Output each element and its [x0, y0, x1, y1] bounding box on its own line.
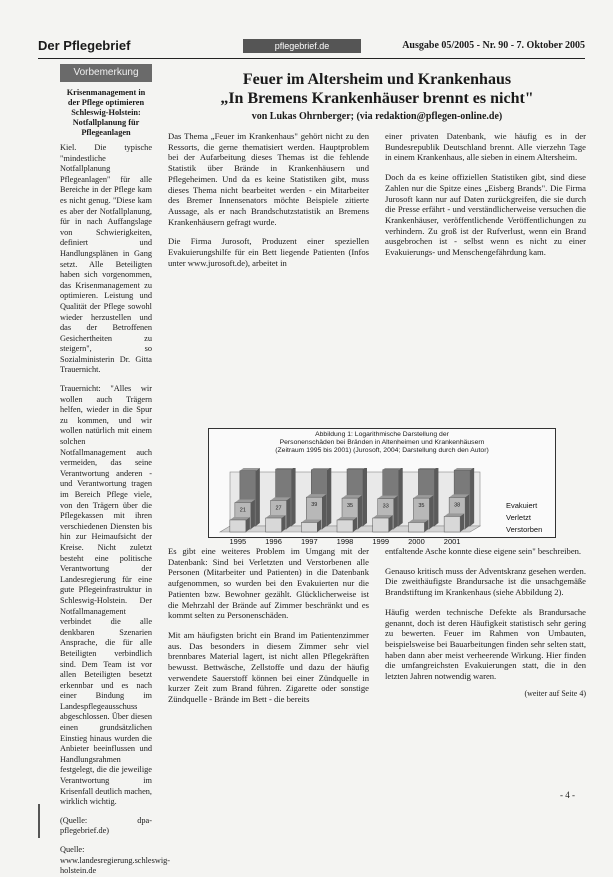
data-label-2000: 35 — [418, 503, 425, 510]
article-column-right — [385, 131, 586, 277]
article-column-left — [168, 131, 369, 277]
x-tick-label-1998: 1998 — [336, 537, 354, 546]
figure-caption-line: (Zeitraum 1995 bis 2001) (Jurosoft, 2004; Darstellung durch den Autor) — [275, 447, 489, 455]
bar-side-evakuiert-1996 — [292, 468, 296, 526]
bar-side-evakuiert-2001 — [470, 468, 474, 526]
article-paragraph: Das Thema „Feuer im Krankenhaus" gehört nicht zu den Ressorts, die gerne thematisiert werden. Hauptproblem bei der Aufarbeitung dieses Themas ist die fehlende Statistik über Brände in Krankenhäusern und Pflegeheimen. Und da es keine Statistiken gibt, muss dieses Thema nicht bearbeitet werden - ein Mitarbeiter des Bremer Innensenators möchte Beispiele zitierte Aussage, als er nach Brandschutzstatistik an Bremens Krankenhäusern gefragt wurde. — [168, 131, 369, 227]
bar-side-verletzt-2001 — [465, 494, 469, 529]
article-paragraph: Häufig werden technische Defekte als Brandursache genannt, doch ist deren Häufigkeit statistisch sehr gering zu bewerten. Feuer im Rahmen von Umbauten, beispielsweise bei Bauarbeitungen finden sehr selten statt, haben dann aber meist verheerende Wirkung. Hier finden die umfangreichsten Evakuierungen statt, die in den letzten Jahren notwendig waren. — [385, 606, 586, 682]
newsletter-title: Der Pflegebrief — [38, 38, 131, 53]
bar-side-verstorben-2001 — [460, 513, 464, 532]
article-paragraph: Mit am häufigsten bricht ein Brand im Patientenzimmer aus. Das besonders in diesem Zimmer sehr viel brennbares Material lagert, ist nicht allen Pflegekräften bewusst. Bettwäsche, Zellstoffe und dazu der häufig verwendete Sauerstoff können bei einer Zündquelle in kurzer Zeit zum Brand führen. Zigarette oder sonstige Zündquelle - Brände im Bett - die bereits — [168, 629, 369, 705]
page-header — [38, 36, 585, 58]
article-paragraph: entfaltende Asche konnte diese eigene sein" beschreiben. — [385, 546, 582, 556]
article-paragraph: Doch da es keine offiziellen Statistiken gibt, sind diese Zahlen nur die Spitze eines „Eisberg Brands". Die Firma Jurosoft kann nur auf Daten zurückgreifen, die sie durch die Presse erfährt - und verständlicherweise versuchen die Krankenhäuser, veröffentlichende Veröffentlichungen zu verhindern. Zu groß ist der Rufverlust, wenn ein Brand ausgebrochen ist - selbst wenn es nicht zu einer Evakuierungs- und Menschengefährdung kam. — [385, 172, 586, 258]
article-byline: von Lukas Ohrnberger; (via redaktion@pflegen-online.de) — [251, 111, 503, 122]
x-tick-label-1999: 1999 — [372, 537, 390, 546]
data-label-2001: 38 — [454, 502, 461, 509]
bar-side-verletzt-1998 — [358, 495, 362, 529]
bar-verstorben-1997 — [301, 522, 317, 532]
bar-verstorben-1996 — [266, 518, 282, 532]
x-tick-label-2001: 2001 — [443, 537, 461, 546]
article-headline — [168, 70, 586, 108]
data-label-1998: 35 — [346, 503, 354, 510]
bar-verstorben-1999 — [373, 518, 389, 532]
headline-line-2: „In Bremens Krankenhäuser brennt es nicht" — [220, 90, 534, 107]
data-label-1996: 27 — [275, 505, 282, 512]
bar-side-evakuiert-1995 — [256, 468, 260, 526]
bar-side-verletzt-1997 — [322, 494, 326, 529]
sidebar-source-note: (Quelle: dpa-pflegebrief.de) — [60, 815, 152, 836]
bar-verstorben-2000 — [408, 522, 424, 532]
sidebar-paragraph: Kiel. Die typische "mindestliche Notfallplanung Pflegeanlagen" für alle Bereiche in der Pflege kam es nicht genug. "Diese kam es aber der Notfallplanung, für in nach Auffangslage von Schwierigkeiten, definiert und Handlungsplänen in Gang setzt. Alle Beteiligten haben sich vorgenommen, das Krisenmanagement zu optimieren. Leistung und Qualität der Pflege sowohl wieder herzustellen und das der Betroffenen Gesichertheiten zu steigern", so Sozialministerin Dr. Gitta Trauernicht. — [60, 143, 152, 375]
bar-side-verletzt-1995 — [251, 500, 255, 529]
article-columns-bottom — [168, 546, 586, 714]
headline-line-1: Feuer im Altersheim und Krankenhaus — [242, 71, 512, 88]
data-label-1997: 39 — [311, 502, 318, 509]
data-label-1999: 33 — [382, 503, 389, 510]
scan-edge-mark — [38, 804, 40, 838]
sidebar-source-link[interactable]: Quelle: www.landesregierung.schleswig-holstein.de — [60, 845, 171, 876]
sidebar-paragraph: Trauernicht: "Alles wir wollen auch Trägern helfen, wieder in die Spur zu kommen, und wir wollen natürlich mit einem solchen Notfallmanagement auch vermeiden, das seine Verantwortung anderen - und Verantwortung tragen im Bereich Pflege viele, von den Trägern über die Pflegekassen mit ihren verschiedenen Diensten bis hin zur Heimaufsicht der Kreise. Nicht zuletzt besteht eine politische Verantwortung der Landesregierung für eine gute Pflegeinfrastruktur in Schleswig-Holstein. Der Notfallmanagement verbindet die alle denkbaren Szenarien Ansprache, die für alle Beteiligten verbindlich sind. Dem Team ist vor allen Beteiligten besetzt erkennbar und es nach einer Bindung im Landespflegeausschuss abgeschlossen. Über diesen einen grundsätzlichen Einstieg hinaus wurden die Anbieter beeinflussen und Handlungsrahmen festgelegt, die die jeweilige Verantwortung im Krisenfall deutlich machen, wirklich wichtig. — [60, 384, 152, 807]
bar-side-evakuiert-2000 — [434, 468, 438, 526]
x-tick-label-2000: 2000 — [408, 537, 425, 546]
continued-note[interactable]: (weiter auf Seite 4) — [524, 688, 586, 698]
bar-side-evakuiert-1997 — [327, 468, 331, 526]
article-columns-top — [168, 131, 586, 277]
data-label-1995: 21 — [239, 507, 246, 514]
x-tick-label-1997: 1997 — [300, 537, 318, 546]
bar-verstorben-1998 — [337, 520, 353, 532]
article-column-left-lower — [168, 546, 369, 714]
x-tick-label-1995: 1995 — [229, 537, 247, 546]
figure-caption — [209, 431, 555, 456]
bar-chart — [212, 468, 552, 548]
article-paragraph: Es gibt eine weiteres Problem im Umgang mit der Datenbank: Sind bei Verletzten und Verstorbenen alle Personen (Mitarbeiter und Patienten) in die Datenbank aufgenommen, so wurden bei den Evakuierten nur die Patienten bzw. Bewohner gezählt. Glücklicherweise ist die Mehrzahl der Brände auf Zimmer beschränkt und es kommt selten zu Personenschäden. — [168, 546, 369, 621]
sidebar-heading: Krisenmanagement in der Pflege optimieren Schleswig-Holstein: Notfallplanung für Pflegeanlagen — [66, 88, 146, 137]
issue-info: Ausgabe 05/2005 - Nr. 90 - 7. Oktober 2005 — [402, 40, 585, 51]
bar-verstorben-1995 — [230, 520, 246, 532]
article-column-right-lower — [385, 546, 586, 714]
bar-side-verletzt-1996 — [287, 497, 291, 529]
article-paragraph: Genauso kritisch muss der Adventskranz gesehen werden. Die zweithäufigste Brandursache ist die unsachgemäße Brandstiftung im Krankenhaus (siehe Abbildung 2). — [385, 565, 586, 598]
article — [168, 64, 586, 277]
bar-side-verletzt-1999 — [394, 496, 398, 529]
figure-caption-line: Abbildung 1: Logarithmische Darstellung der — [315, 431, 449, 438]
bar-side-evakuiert-1999 — [399, 468, 403, 526]
bar-verstorben-2001 — [444, 516, 460, 532]
bar-side-evakuiert-1998 — [363, 468, 367, 526]
legend-label-evakuiert: Evakuiert — [506, 501, 538, 510]
x-tick-label-1996: 1996 — [265, 537, 282, 546]
newsletter-url[interactable]: pflegebrief.de — [243, 39, 361, 53]
legend-label-verstorben: Verstorben — [506, 525, 543, 534]
article-paragraph: Die Firma Jurosoft, Produzent einer speziellen Evakuierungshilfe für ein Bett liegende Patienten (Infos unter www.jurosoft.de), arbeitet in — [168, 236, 369, 268]
article-columns-lower — [168, 546, 586, 714]
header-divider — [38, 58, 585, 59]
sidebar-column — [60, 64, 171, 877]
page-number: - 4 - — [560, 790, 575, 800]
bar-side-verletzt-2000 — [429, 495, 433, 529]
legend-label-verletzt: Verletzt — [506, 513, 532, 522]
article-paragraph: einer privaten Datenbank, wie häufig es in der Bundesrepublik Deutschland brennt. Alle vierzehn Tage in einem Krankenhaus, alle sieben in einem Altersheim. — [385, 131, 586, 163]
sidebar-banner: Vorbemerkung — [60, 64, 152, 82]
figure-caption-line: Personenschäden bei Bränden in Altenheimen und Krankenhäusern — [279, 439, 485, 447]
